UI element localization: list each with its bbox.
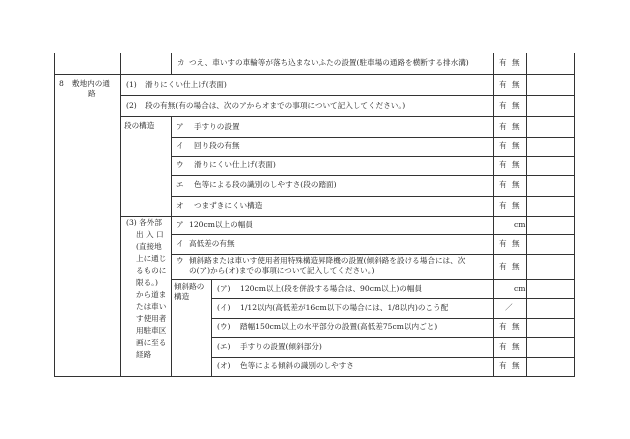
answer-yes: 有 [499,122,507,131]
item-2-number: (2) [126,101,137,110]
answer-yes: 有 [499,342,507,351]
answer-yes: 有 [499,239,507,248]
section-8-number: 8 [59,79,64,88]
slope-row-text: 手すりの設置(傾斜部分) [240,342,322,351]
item-3-label-line: 上に通じ [136,254,167,263]
answer-yes: 有 [499,201,507,210]
step-row-text: 滑りにくい仕上げ(表面) [194,160,276,169]
item-1-text: 滑りにくい仕上げ(表面) [145,80,227,89]
answer-no: 無 [512,58,520,67]
item-3-label-line: たは車い [136,302,167,311]
answer-yes: 有 [499,322,507,331]
slope-row-num: (イ) [217,303,231,312]
answer-no: 無 [512,342,520,351]
item-3-label-line: 用駐車区 [136,326,167,335]
unit-cm: cm [514,220,526,229]
step-row-text: つまずきにくい構造 [194,201,263,210]
item-1-number: (1) [126,80,137,89]
slope-row-num: (エ) [217,342,231,351]
slope-row-text: 120cm以上(段を併設する場合は、90cm以上)の幅員 [240,284,423,293]
step-row-num: ウ [176,160,184,169]
answer-no: 無 [512,160,520,169]
slope-row-num: (ウ) [217,322,231,331]
item-3-row-u-text-cont: の(ア)から(オ)までの事項について記入してください。) [189,266,375,275]
item-3-label-line: (3) 各外部 [126,218,162,227]
answer-no: 無 [512,322,520,331]
step-structure-label: 段の構造 [124,121,155,130]
answer-no: 無 [512,141,520,150]
slope-row-num: (ア) [217,284,231,293]
answer-yes: 有 [499,361,507,370]
item-3-label-line: 出 入 口 [136,230,164,239]
answer-yes: 有 [499,160,507,169]
step-row-num: ア [176,122,184,131]
slope-structure-label-cont: 構造 [174,292,190,301]
unit-cm: cm [514,284,526,293]
item-3-row-a-text: 120cm以上の幅員 [189,220,253,229]
item-3-row-u-text: 傾斜路または車いす使用者用特殊構造昇降機の設置(傾斜路を設ける場合には、次 [189,256,466,265]
slope-row-text: 1/12以内(高低差が16cm以下の場合には、1/8以内)のこう配 [240,303,449,312]
row-ka-num: カ [177,58,185,67]
answer-yes: 有 [499,101,507,110]
step-row-num: オ [176,201,184,210]
answer-no: 無 [512,122,520,131]
answer-yes: 有 [499,141,507,150]
item-3-row-u-num: ウ [176,256,184,265]
item-3-row-i-text: 高低差の有無 [189,239,235,248]
slash-mark: ／ [505,303,513,312]
slope-row-text: 踏幅150cm以上の水平部分の設置(高低差75cm以内ごと) [240,322,438,331]
answer-no: 無 [512,201,520,210]
answer-yes: 有 [499,262,507,271]
answer-no: 無 [512,361,520,370]
step-row-text: 手すりの設置 [194,122,240,131]
answer-no: 無 [512,80,520,89]
answer-yes: 有 [499,58,507,67]
answer-no: 無 [512,239,520,248]
item-3-label-line: 経路 [136,350,152,359]
item-2-text: 段の有無(有の場合は、次のアからオまでの事項について記入してください。) [145,101,406,110]
item-3-label-line: す使用者 [136,314,167,323]
slope-structure-label: 傾斜路の [174,282,205,291]
row-ka-text: つえ、車いすの車輪等が落ち込まないふたの設置(駐車場の通路を横断する排水溝) [189,58,469,67]
step-row-num: イ [176,141,184,150]
item-3-label [126,217,170,361]
item-3-label-line: るものに [136,266,167,275]
section-8-title-cont: 路 [88,89,96,98]
slope-row-text: 色等による傾斜の識別のしやすさ [240,361,354,370]
slope-row-num: (オ) [217,361,231,370]
step-row-text: 回り段の有無 [194,141,240,150]
answer-yes: 有 [499,180,507,189]
answer-yes: 有 [499,80,507,89]
step-row-text: 色等による段の識別のしやすさ(段の踏面) [194,180,337,189]
answer-no: 無 [512,180,520,189]
answer-no: 無 [512,262,520,271]
step-row-num: エ [176,180,184,189]
item-3-label-line: 限る。) [136,278,158,287]
item-3-label-line: (直接地 [136,242,162,251]
item-3-label-line: から道ま [136,290,167,299]
section-8-title: 敷地内の通 [72,79,110,88]
item-3-row-a-num: ア [176,220,184,229]
answer-no: 無 [512,101,520,110]
item-3-label-line: 画に至る [136,338,167,347]
item-3-row-i-num: イ [176,239,184,248]
